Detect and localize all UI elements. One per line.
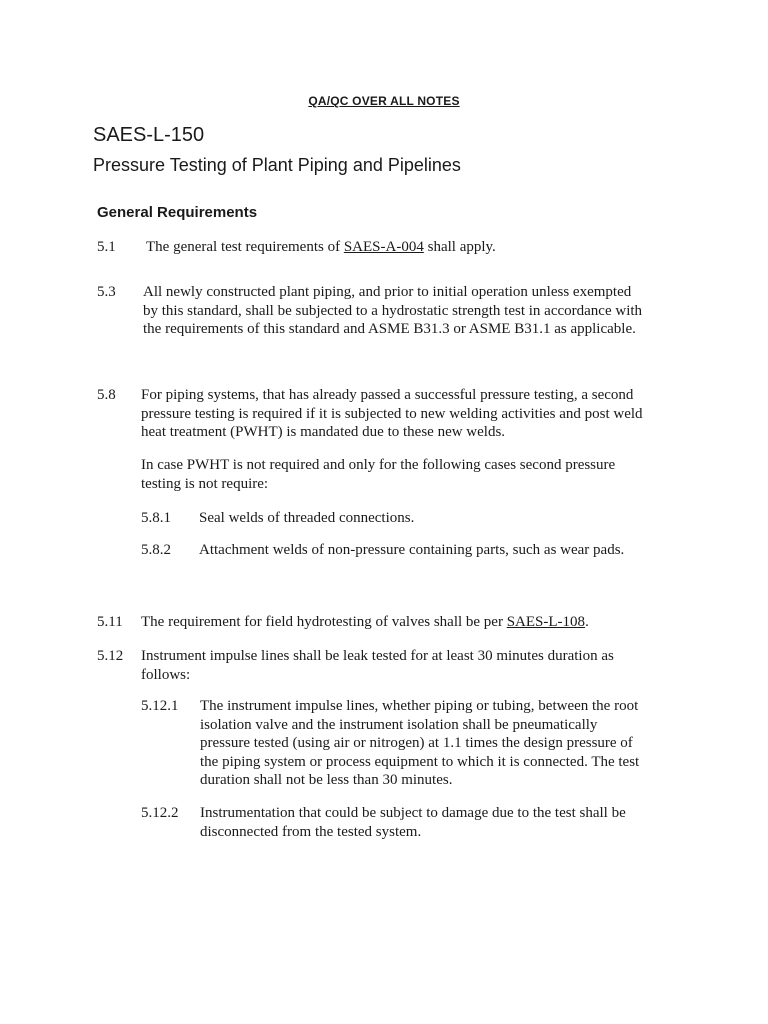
reference-link-saes-a-004[interactable]: SAES-A-004 [343, 239, 424, 255]
page-header-title: QA/QC OVER ALL NOTES [308, 94, 460, 108]
standard-code: SAES-L-150 [93, 124, 205, 146]
clause-number-5-8-2: 5.8.2 [141, 542, 171, 558]
clause-text-5-11 [141, 613, 661, 632]
clause-text-5-8-2: Attachment welds of non-pressure containing parts, such as wear pads. [199, 542, 625, 558]
section-heading: General Requirements [97, 204, 258, 221]
clause-text-5-1-pre: The general test requirements of [146, 239, 344, 255]
clause-text-5-12: Instrument impulse lines shall be leak tested for at least 30 minutes duration as follows: [141, 648, 614, 683]
clause-text-5-8-note: In case PWHT is not required and only for the following cases second pressure testing is not require: [141, 457, 616, 492]
clause-text-5-3: All newly constructed plant piping, and prior to initial operation unless exempted by this standard, shall be subjected to a hydrostatic strength test in accordance with the requirements of this standard and ASME B31.3 or ASME B31.1 as applicable. [143, 284, 643, 337]
clause-number-5-12-2: 5.12.2 [141, 805, 179, 821]
clause-text-5-12-1: The instrument impulse lines, whether piping or tubing, between the root isolation valve and the instrument isolation shall be pneumatically pressure tested (using air or nitrogen) at 1.1 times the design pressure of the piping system or process equipment to which it is connected. The test duration shall not be less than 30 minutes. [200, 698, 640, 788]
clause-number-5-8: 5.8 [97, 387, 116, 403]
clause-number-5-12: 5.12 [97, 648, 124, 664]
clause-number-5-1: 5.1 [97, 239, 116, 255]
clause-number-5-12-1: 5.12.1 [141, 698, 179, 714]
clause-text-5-1 [146, 238, 666, 257]
clause-text-5-11-post: . [585, 614, 589, 630]
clause-text-5-8: For piping systems, that has already passed a successful pressure testing, a second pressure testing is required if it is subjected to new welding activities and post weld heat treatment (PWHT) is mandated due to these new welds. [141, 387, 643, 440]
standard-title: Pressure Testing of Plant Piping and Pipelines [93, 155, 461, 175]
clause-number-5-11: 5.11 [97, 614, 123, 630]
clause-text-5-8-1: Seal welds of threaded connections. [199, 510, 415, 526]
clause-text-5-12-2: Instrumentation that could be subject to damage due to the test shall be disconnected from the tested system. [200, 805, 626, 840]
reference-link-saes-l-108[interactable]: SAES-L-108 [506, 614, 586, 630]
clause-text-5-1-post: shall apply. [423, 239, 496, 255]
clause-text-5-11-pre: The requirement for field hydrotesting of valves shall be per [141, 614, 507, 630]
clause-number-5-3: 5.3 [97, 284, 116, 300]
clause-number-5-8-1: 5.8.1 [141, 510, 171, 526]
